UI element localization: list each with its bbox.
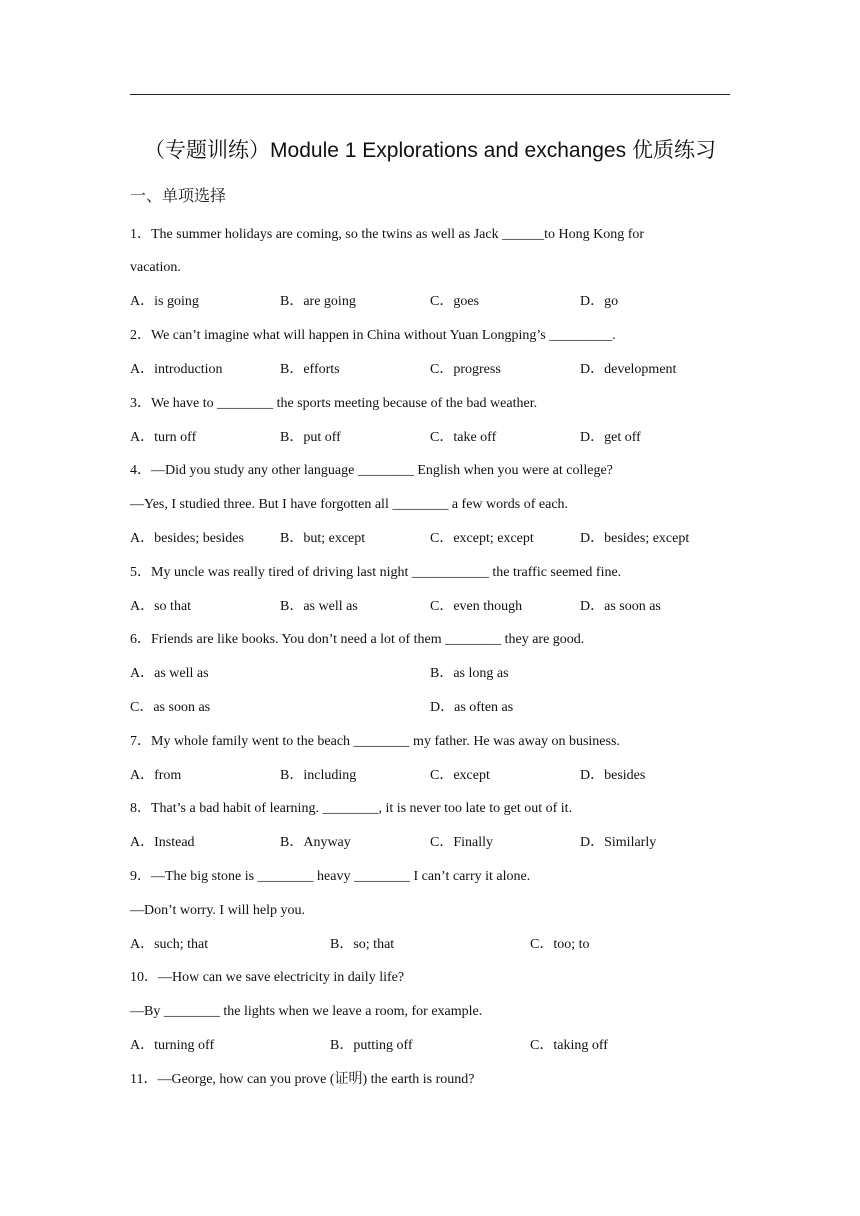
page-title: （专题训练）Module 1 Explorations and exchanges 优质练习 — [144, 139, 716, 162]
question-7-option-d: D．besides — [580, 768, 646, 783]
question-5-option-c: C．even though — [430, 599, 523, 614]
question-2-option-c: C．progress — [430, 362, 501, 377]
question-2-option-d: D．development — [580, 362, 677, 377]
question-10-option-a: A．turning off — [130, 1038, 215, 1053]
question-3-option-b: B．put off — [280, 430, 341, 445]
question-2-stem-line-1: 2．We can’t imagine what will happen in China without Yuan Longping’s _________. — [130, 328, 616, 343]
question-7-stem-line-1: 7．My whole family went to the beach ________ my father. He was away on business. — [130, 734, 620, 749]
question-5-option-d: D．as soon as — [580, 599, 661, 614]
question-1-option-c: C．goes — [430, 294, 479, 309]
question-4-stem-line-1: 4．—Did you study any other language ________ English when you were at college? — [130, 463, 613, 478]
question-4-option-d: D．besides; except — [580, 531, 690, 546]
question-9-option-c: C．too; to — [530, 937, 590, 952]
question-6-option-a: A．as well as — [130, 666, 209, 681]
question-9-stem-line-1: 9．—The big stone is ________ heavy ________ I can’t carry it alone. — [130, 869, 531, 884]
question-9-stem-line-2: —Don’t worry. I will help you. — [130, 903, 305, 918]
header-rule — [130, 94, 730, 95]
question-7-option-a: A．from — [130, 768, 182, 783]
question-1-stem-line-2: vacation. — [130, 260, 181, 275]
section-heading: 一、单项选择 — [130, 186, 227, 205]
question-6-option-d: D．as often as — [430, 700, 514, 715]
question-6-stem-line-1: 6．Friends are like books. You don’t need a lot of them ________ they are good. — [130, 632, 585, 647]
question-2-option-a: A．introduction — [130, 362, 223, 377]
question-7-option-b: B．including — [280, 768, 357, 783]
question-8-option-a: A．Instead — [130, 835, 195, 850]
question-6-option-c: C．as soon as — [130, 700, 211, 715]
question-2-option-b: B．efforts — [280, 362, 340, 377]
question-7-option-c: C．except — [430, 768, 490, 783]
question-4-option-a: A．besides; besides — [130, 531, 244, 546]
question-8-stem-line-1: 8．That’s a bad habit of learning. ________, it is never too late to get out of it. — [130, 801, 573, 816]
question-8-option-c: C．Finally — [430, 835, 494, 850]
question-10-option-c: C．taking off — [530, 1038, 608, 1053]
question-4-option-b: B．but; except — [280, 531, 366, 546]
question-1-option-a: A．is going — [130, 294, 199, 309]
question-10-stem-line-2: —By ________ the lights when we leave a room, for example. — [130, 1004, 483, 1019]
question-6-option-b: B．as long as — [430, 666, 509, 681]
question-4-stem-line-2: —Yes, I studied three. But I have forgotten all ________ a few words of each. — [130, 497, 569, 512]
question-5-option-a: A．so that — [130, 599, 192, 614]
question-3-option-c: C．take off — [430, 430, 497, 445]
question-1-stem-line-1: 1．The summer holidays are coming, so the twins as well as Jack ______to Hong Kong for — [130, 227, 645, 242]
question-8-option-d: D．Similarly — [580, 835, 657, 850]
question-3-option-a: A．turn off — [130, 430, 197, 445]
question-4-option-c: C．except; except — [430, 531, 534, 546]
question-1-option-b: B．are going — [280, 294, 356, 309]
question-9-option-a: A．such; that — [130, 937, 209, 952]
question-8-option-b: B．Anyway — [280, 835, 351, 850]
question-5-stem-line-1: 5．My uncle was really tired of driving last night ___________ the traffic seemed fine. — [130, 565, 622, 580]
question-9-option-b: B．so; that — [330, 937, 395, 952]
question-1-option-d: D．go — [580, 294, 619, 309]
question-11-stem-line-1: 11．—George, how can you prove (证明) the earth is round? — [130, 1072, 475, 1087]
question-10-stem-line-1: 10．—How can we save electricity in daily life? — [130, 970, 405, 985]
question-10-option-b: B．putting off — [330, 1038, 413, 1053]
question-3-option-d: D．get off — [580, 430, 641, 445]
question-3-stem-line-1: 3．We have to ________ the sports meeting because of the bad weather. — [130, 396, 538, 411]
question-5-option-b: B．as well as — [280, 599, 358, 614]
